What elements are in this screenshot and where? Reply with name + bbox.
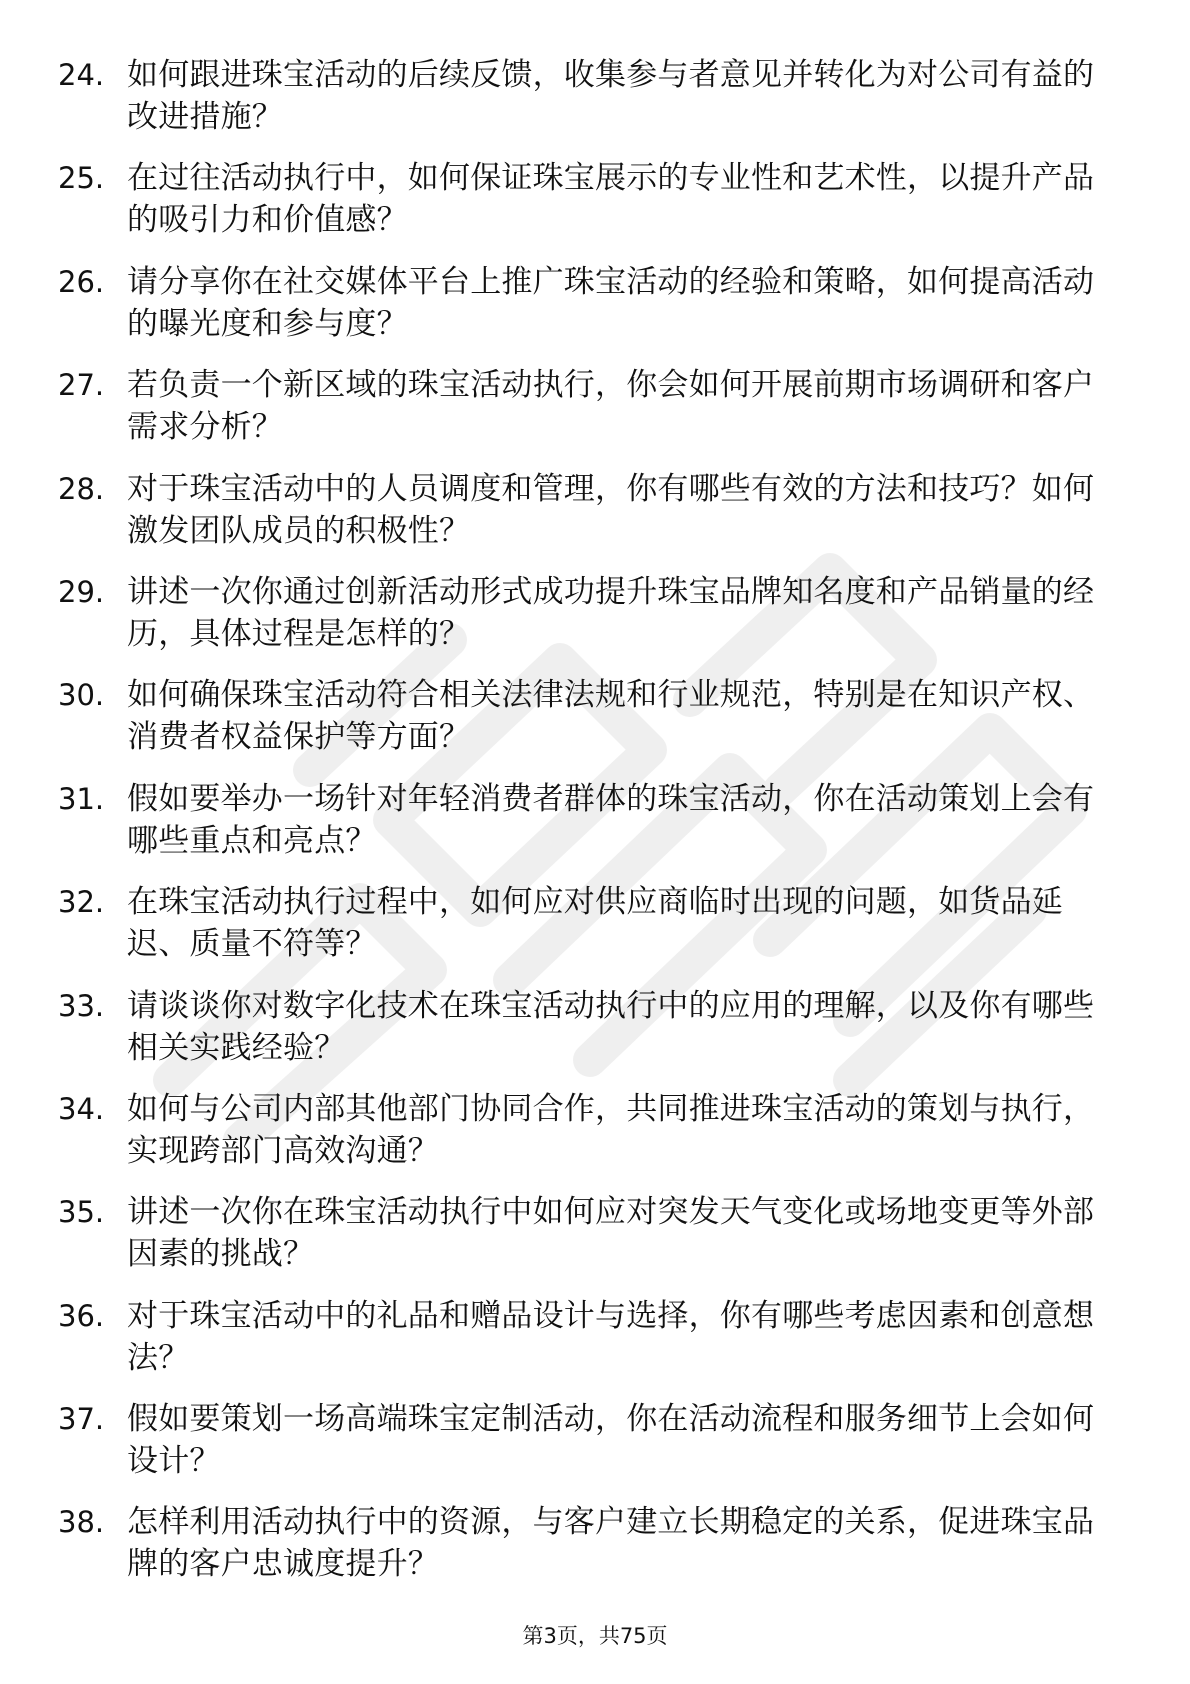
question-number: 31. (58, 781, 105, 816)
question-item (0, 1392, 1190, 1495)
question-number: 33. (58, 988, 105, 1023)
question-text: 对于珠宝活动中的礼品和赠品设计与选择，你有哪些考虑因素和创意想法？ (127, 1297, 1095, 1376)
question-number: 38. (58, 1505, 105, 1540)
question-text: 讲述一次你在珠宝活动执行中如何应对突发天气变化或场地变更等外部因素的挑战？ (127, 1194, 1095, 1273)
question-item (0, 1185, 1190, 1288)
question-number: 25. (58, 161, 105, 196)
question-text: 请分享你在社交媒体平台上推广珠宝活动的经验和策略，如何提高活动的曝光度和参与度？ (127, 263, 1095, 342)
question-item (0, 772, 1190, 875)
question-number: 28. (58, 471, 105, 506)
question-item (0, 151, 1190, 254)
question-item (0, 668, 1190, 771)
question-item (0, 462, 1190, 565)
question-text: 假如要策划一场高端珠宝定制活动，你在活动流程和服务细节上会如何设计？ (127, 1401, 1095, 1480)
question-item (0, 1495, 1190, 1598)
question-number: 37. (58, 1402, 105, 1437)
question-number: 29. (58, 574, 105, 609)
question-item (0, 1289, 1190, 1392)
question-text: 若负责一个新区域的珠宝活动执行，你会如何开展前期市场调研和客户需求分析？ (127, 367, 1095, 446)
question-item (0, 358, 1190, 461)
question-text: 在过往活动执行中，如何保证珠宝展示的专业性和艺术性，以提升产品的吸引力和价值感？ (127, 160, 1095, 239)
question-item (0, 979, 1190, 1082)
question-number: 32. (58, 885, 105, 920)
question-item (0, 48, 1190, 151)
question-item (0, 875, 1190, 978)
question-number: 24. (58, 58, 105, 92)
question-number: 35. (58, 1195, 105, 1230)
question-text: 如何确保珠宝活动符合相关法律法规和行业规范，特别是在知识产权、消费者权益保护等方面？ (127, 677, 1095, 756)
question-item (0, 255, 1190, 358)
question-number: 26. (58, 264, 105, 299)
question-number: 27. (58, 368, 105, 403)
question-text: 如何跟进珠宝活动的后续反馈，收集参与者意见并转化为对公司有益的改进措施？ (127, 57, 1095, 135)
question-list (0, 48, 1190, 1599)
question-text: 在珠宝活动执行过程中，如何应对供应商临时出现的问题，如货品延迟、质量不符等？ (127, 884, 1063, 963)
question-number: 34. (58, 1091, 105, 1126)
question-item (0, 565, 1190, 668)
question-text: 如何与公司内部其他部门协同合作，共同推进珠宝活动的策划与执行，实现跨部门高效沟通？ (127, 1090, 1095, 1169)
question-text: 请谈谈你对数字化技术在珠宝活动执行中的应用的理解，以及你有哪些相关实践经验？ (127, 987, 1095, 1066)
question-text: 怎样利用活动执行中的资源，与客户建立长期稳定的关系，促进珠宝品牌的客户忠诚度提升？ (127, 1504, 1095, 1583)
question-text: 假如要举办一场针对年轻消费者群体的珠宝活动，你在活动策划上会有哪些重点和亮点？ (127, 780, 1095, 859)
question-number: 36. (58, 1298, 105, 1333)
page-footer: 第3页，共75页 (522, 1624, 668, 1648)
question-text: 对于珠宝活动中的人员调度和管理，你有哪些有效的方法和技巧？如何激发团队成员的积极性？ (127, 470, 1095, 549)
question-item (0, 1082, 1190, 1185)
question-number: 30. (58, 678, 105, 713)
question-text: 讲述一次你通过创新活动形式成功提升珠宝品牌知名度和产品销量的经历，具体过程是怎样的？ (127, 573, 1095, 652)
